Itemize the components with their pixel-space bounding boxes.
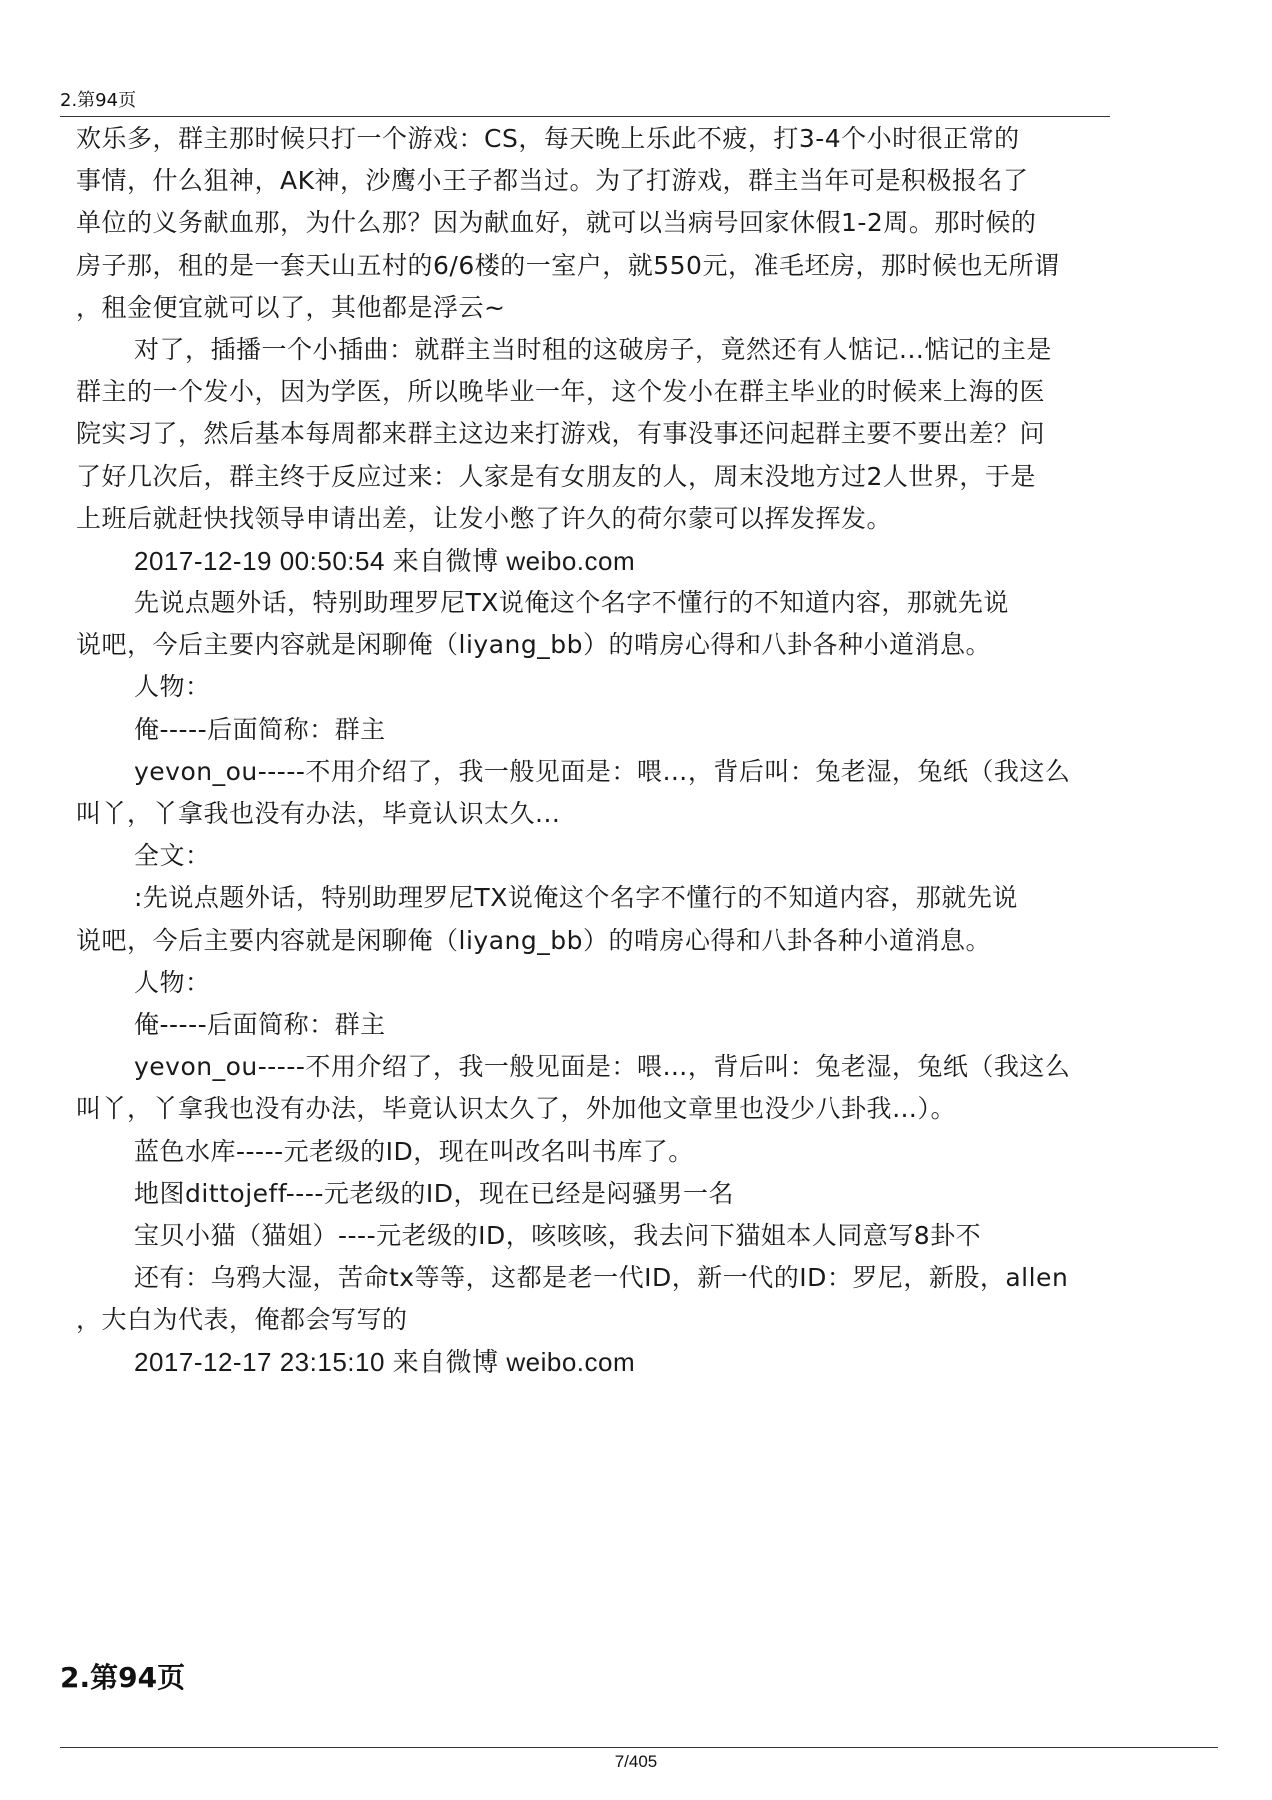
text-line: 群主的一个发小，因为学医，所以晚毕业一年，这个发小在群主毕业的时候来上海的医 bbox=[76, 377, 1046, 407]
text-line: 俺-----后面简称：群主 bbox=[134, 1009, 386, 1039]
section-title: 2.第94页 bbox=[60, 1661, 186, 1694]
text-line: 还有：乌鸦大湿，苦命tx等等，这都是老一代ID，新一代的ID：罗尼，新股，allen bbox=[134, 1263, 1069, 1293]
text-line: yevon_ou-----不用介绍了，我一般见面是：喂…，背后叫：兔老湿，兔纸（我这么 bbox=[134, 756, 1071, 786]
document-body bbox=[76, 118, 1216, 1384]
text-line: 事情，什么狙神，AK神，沙鹰小王子都当过。为了打游戏，群主当年可是积极报名了 bbox=[76, 166, 1029, 196]
text-line: 叫丫，丫拿我也没有办法，毕竟认识太久了，外加他文章里也没少八卦我…）。 bbox=[76, 1094, 957, 1124]
post-timestamp: 2017-12-17 23:15:10 来自微博 weibo.com bbox=[134, 1347, 636, 1378]
text-line: 先说点题外话，特别助理罗尼TX说俺这个名字不懂行的不知道内容，那就先说 bbox=[134, 588, 1009, 618]
text-line: 说吧，今后主要内容就是闲聊俺（liyang_bb）的啃房心得和八卦各种小道消息。 bbox=[76, 925, 991, 955]
text-line: ，租金便宜就可以了，其他都是浮云~ bbox=[76, 292, 506, 322]
text-line: yevon_ou-----不用介绍了，我一般见面是：喂…，背后叫：兔老湿，兔纸（我这么 bbox=[134, 1052, 1071, 1082]
page-header bbox=[60, 90, 1110, 117]
footer-divider bbox=[60, 1747, 1218, 1748]
post-timestamp: 2017-12-19 00:50:54 来自微博 weibo.com bbox=[134, 545, 636, 576]
text-line: 说吧，今后主要内容就是闲聊俺（liyang_bb）的啃房心得和八卦各种小道消息。 bbox=[76, 630, 991, 660]
page-number: 7/405 bbox=[614, 1752, 658, 1771]
text-line: 蓝色水库-----元老级的ID，现在叫改名叫书库了。 bbox=[134, 1136, 694, 1166]
text-line: 全文： bbox=[134, 841, 211, 871]
text-line: 单位的义务献血那，为什么那？因为献血好，就可以当病号回家休假1-2周。那时候的 bbox=[76, 208, 1037, 238]
text-line: 人物： bbox=[134, 672, 211, 702]
text-line: 了好几次后，群主终于反应过来：人家是有女朋友的人，周末没地方过2人世界，于是 bbox=[76, 461, 1036, 491]
text-line: 房子那，租的是一套天山五村的6/6楼的一室户，就550元，准毛坯房，那时候也无所谓 bbox=[76, 250, 1060, 280]
text-line: 对了，插播一个小插曲：就群主当时租的这破房子，竟然还有人惦记...惦记的主是 bbox=[134, 334, 1052, 364]
text-line: 地图dittojeff----元老级的ID，现在已经是闷骚男一名 bbox=[134, 1178, 734, 1208]
header-label: 2.第94页 bbox=[60, 90, 137, 111]
text-line: 俺-----后面简称：群主 bbox=[134, 714, 386, 744]
text-line: 院实习了，然后基本每周都来群主这边来打游戏，有事没事还问起群主要不要出差？问 bbox=[76, 419, 1046, 449]
text-line: 欢乐多，群主那时候只打一个游戏：CS，每天晚上乐此不疲，打3-4个小时很正常的 bbox=[76, 124, 1020, 153]
text-line: 人物： bbox=[134, 967, 211, 997]
text-line: ，大白为代表，俺都会写写的 bbox=[76, 1305, 408, 1335]
text-line: 叫丫，丫拿我也没有办法，毕竟认识太久... bbox=[76, 799, 561, 828]
text-line: 上班后就赶快找领导申请出差，让发小憋了许久的荷尔蒙可以挥发挥发。 bbox=[76, 503, 893, 533]
text-line: :先说点题外话，特别助理罗尼TX说俺这个名字不懂行的不知道内容，那就先说 bbox=[134, 883, 1018, 913]
text-line: 宝贝小猫（猫姐）----元老级的ID，咳咳咳，我去问下猫姐本人同意写8卦不 bbox=[134, 1220, 982, 1250]
